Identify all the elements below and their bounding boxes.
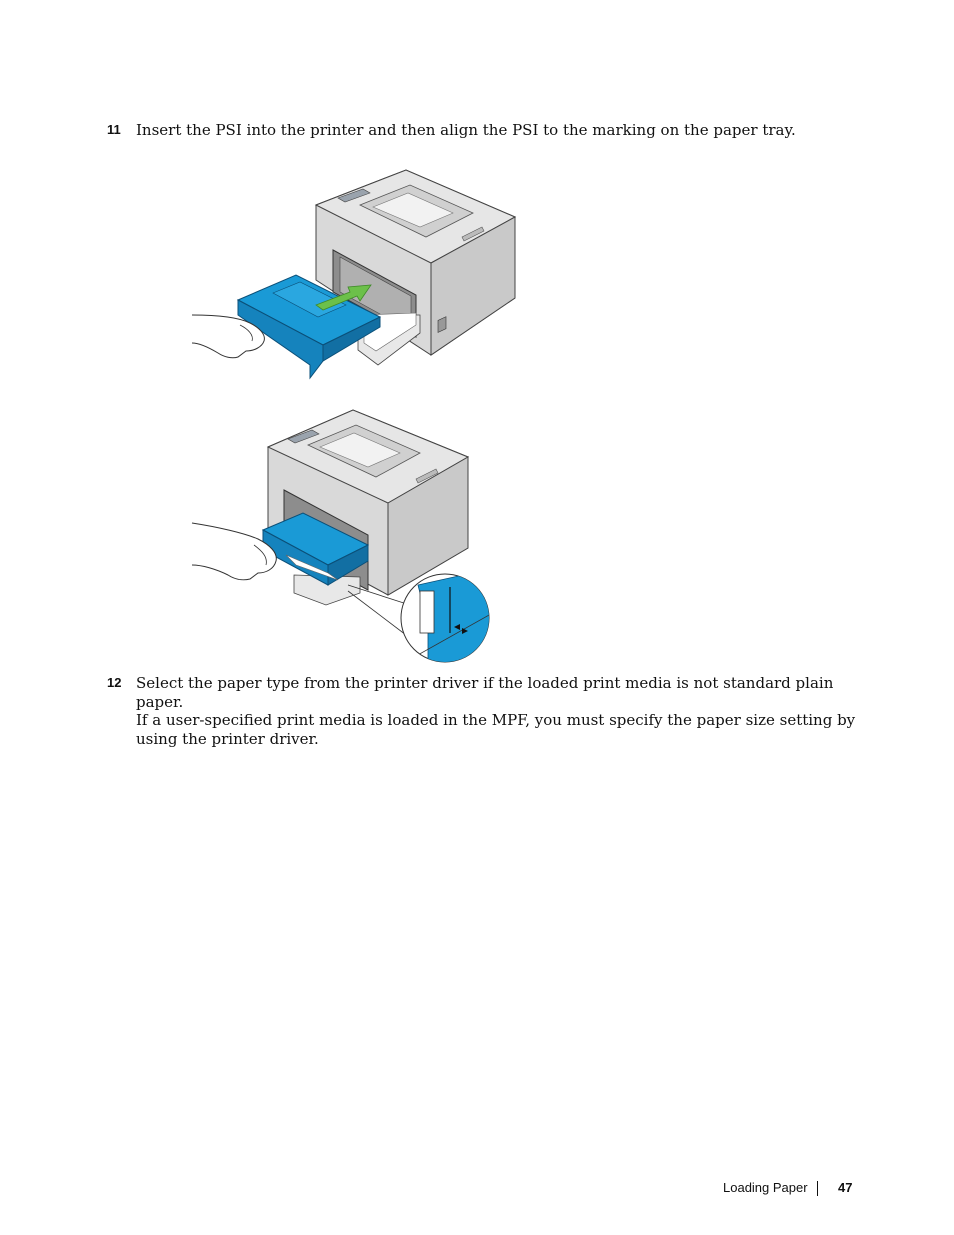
step-line: Select the paper type from the printer driver if the loaded print media is not standard plain paper. [136, 674, 834, 711]
printer-psi-align-illustration [188, 405, 498, 667]
step-number: 11 [107, 122, 121, 137]
step-line: If a user-specified print media is loaded in the MPF, you must specify the paper size setting by using the printer driver. [136, 711, 856, 748]
step-text [136, 674, 856, 748]
step-text [136, 121, 856, 140]
footer-page-number: 47 [838, 1180, 853, 1195]
footer-section-title: Loading Paper [723, 1180, 808, 1195]
footer-separator [817, 1181, 818, 1196]
step-number: 12 [107, 675, 122, 690]
step-line: Insert the PSI into the printer and then align the PSI to the marking on the paper tray. [136, 121, 796, 139]
printer-psi-insert-illustration [188, 165, 523, 383]
